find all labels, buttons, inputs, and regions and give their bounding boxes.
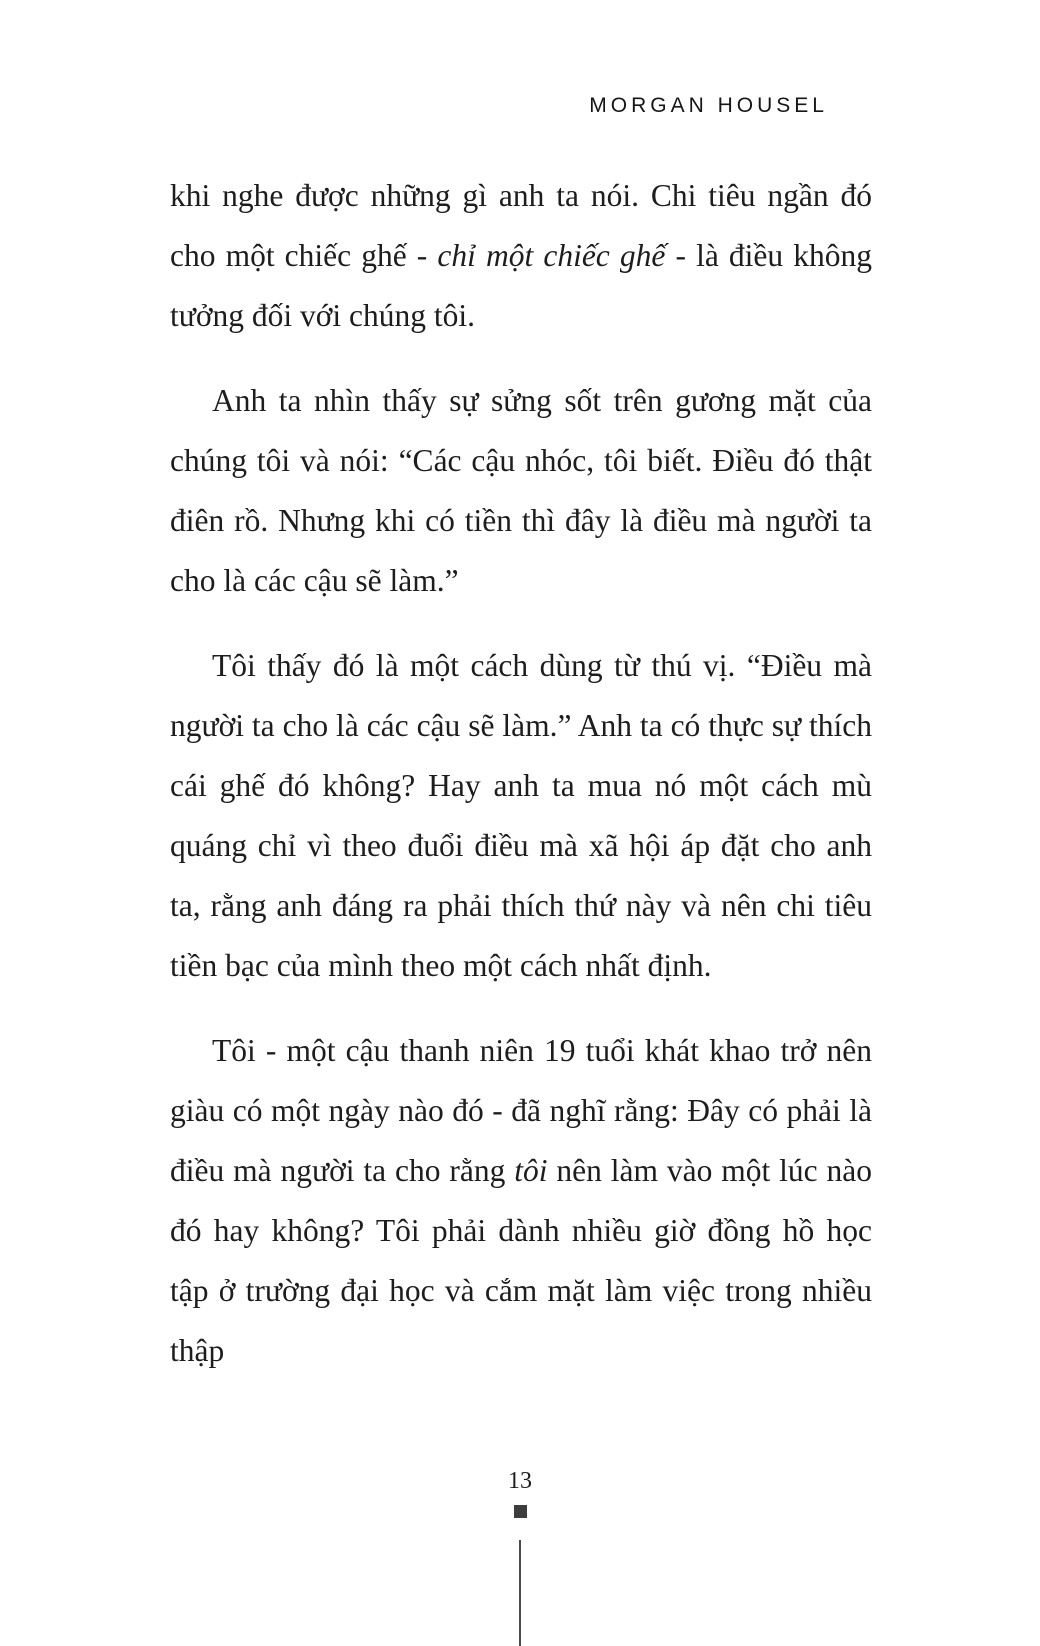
footer-vertical-line bbox=[519, 1540, 521, 1646]
paragraph bbox=[170, 1021, 872, 1381]
text-segment: - là điều không tưởng đối với chúng tôi. bbox=[170, 238, 872, 333]
paragraph bbox=[170, 371, 872, 611]
text-segment: Tôi thấy đó là một cách dùng từ thú vị. “Điều mà người ta cho là các cậu sẽ làm.” Anh ta có thực sự thích cái ghế đó không? Hay anh ta mua nó một cách mù quáng chỉ vì theo đuổi điều mà xã hội áp đặt cho anh ta, rằng anh đáng ra phải thích thứ này và nên chi tiêu tiền bạc của mình theo một cách nhất định. bbox=[170, 648, 872, 983]
italic-text-segment: tôi bbox=[514, 1153, 548, 1188]
text-segment: Anh ta nhìn thấy sự sửng sốt trên gương mặt của chúng tôi và nói: “Các cậu nhóc, tôi biết. Điều đó thật điên rồ. Nhưng khi có tiền thì đây là điều mà người ta cho là các cậu sẽ làm.” bbox=[170, 383, 872, 598]
running-header: MORGAN HOUSEL bbox=[589, 94, 828, 117]
text-segment: khi nghe được những gì anh ta nói. Chi tiêu ngần đó cho một chiếc ghế - bbox=[170, 178, 872, 273]
text-segment: Tôi - một cậu thanh niên 19 tuổi khát khao trở nên giàu có một ngày nào đó - đã nghĩ rằng: Đây có phải là điều mà người ta cho rằng bbox=[170, 1033, 872, 1188]
paragraph bbox=[170, 166, 872, 346]
page-number: 13 bbox=[508, 1468, 532, 1494]
footer-square-ornament bbox=[514, 1505, 527, 1518]
body-text bbox=[170, 166, 872, 1406]
paragraph bbox=[170, 636, 872, 996]
text-segment: nên làm vào một lúc nào đó hay không? Tôi phải dành nhiều giờ đồng hồ học tập ở trường đại học và cắm mặt làm việc trong nhiều thập bbox=[170, 1153, 872, 1368]
page-footer bbox=[0, 1468, 1040, 1518]
italic-text-segment: chỉ một chiếc ghế bbox=[437, 238, 666, 273]
